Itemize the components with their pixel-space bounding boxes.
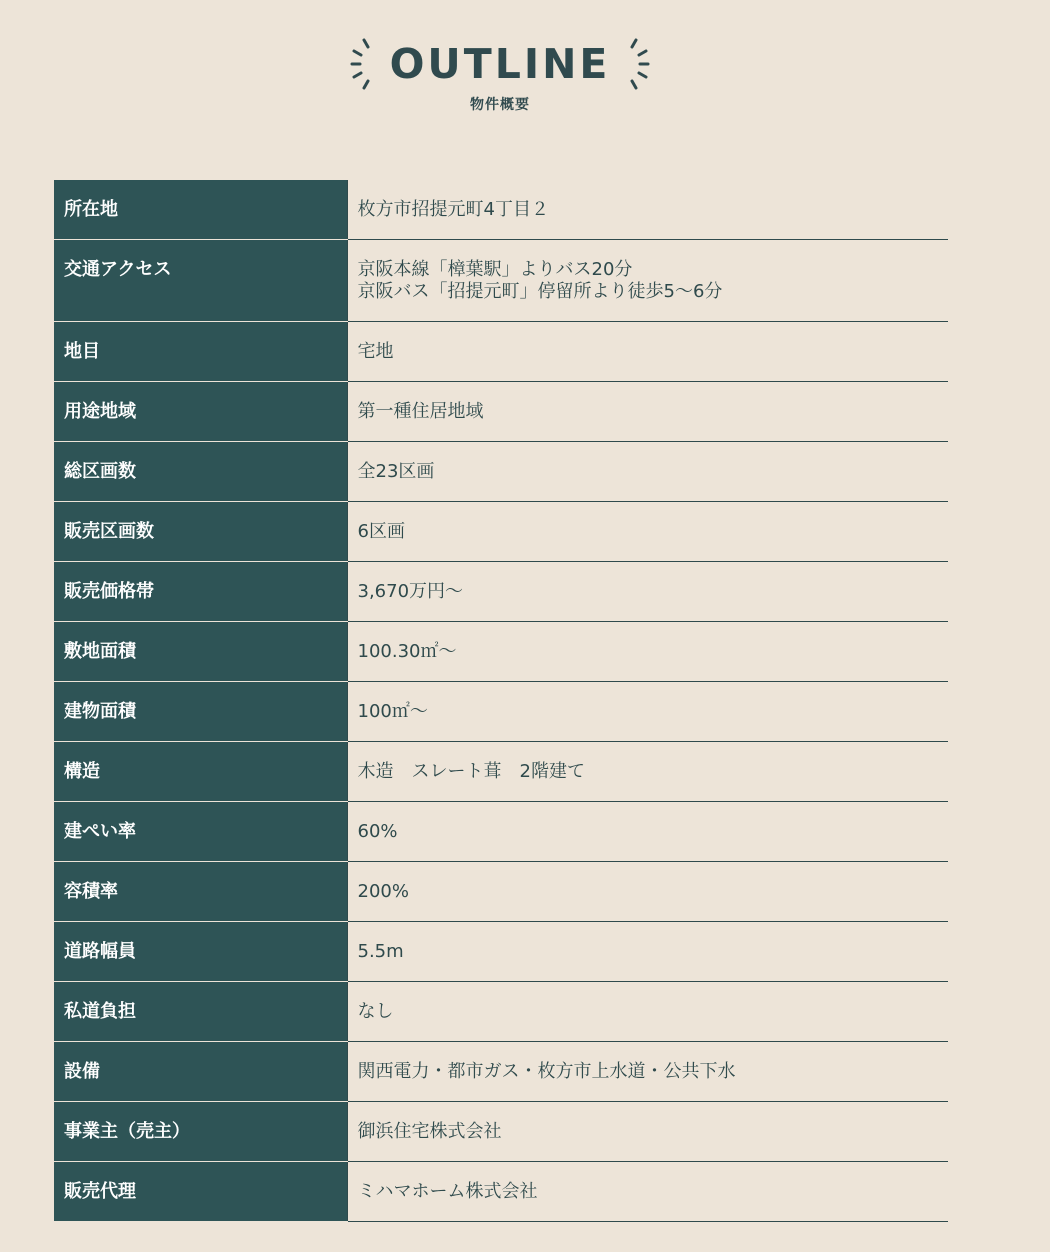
table-row [54,802,948,862]
property-outline-body [54,180,948,1222]
row-value-line: 御浜住宅株式会社 [357,1121,502,1142]
row-label: 総区画数 [54,442,347,502]
section-header [340,30,660,120]
row-label: 私道負担 [54,982,347,1042]
row-value-line: 100.30㎡〜 [357,641,457,662]
table-row [54,1162,948,1222]
table-row [54,502,948,562]
row-value-line: 60% [357,821,398,842]
table-row [54,240,948,322]
row-value [347,502,948,562]
row-label: 建ぺい率 [54,802,347,862]
table-row [54,622,948,682]
row-label: 構造 [54,742,347,802]
row-label: 設備 [54,1042,347,1102]
row-value [347,802,948,862]
row-value [347,622,948,682]
row-label: 敷地面積 [54,622,347,682]
section-subtitle: 物件概要 [470,97,530,113]
table-row [54,862,948,922]
row-value [347,240,948,322]
row-value [347,862,948,922]
table-row [54,982,948,1042]
row-value [347,982,948,1042]
row-value-line: 第一種住居地域 [357,401,484,422]
row-value-line: 6区画 [357,521,405,542]
row-value-line: なし [357,1001,394,1022]
row-value [347,180,948,240]
row-label: 事業主（売主） [54,1102,347,1162]
table-row [54,682,948,742]
row-label: 用途地域 [54,382,347,442]
row-label: 交通アクセス [54,240,347,322]
row-label: 所在地 [54,180,347,240]
row-label: 販売代理 [54,1162,347,1222]
table-row [54,562,948,622]
row-value [347,682,948,742]
row-value [347,1162,948,1222]
row-value-line: 木造 スレート葺 2階建て [357,761,585,782]
table-row [54,1102,948,1162]
row-value [347,442,948,502]
row-value-line: 枚方市招提元町4丁目２ [357,199,549,220]
row-label: 道路幅員 [54,922,347,982]
row-value-line: 200% [357,881,409,902]
row-label: 販売価格帯 [54,562,347,622]
table-row [54,180,948,240]
row-value [347,922,948,982]
row-value-line: 宅地 [357,341,394,362]
row-value [347,382,948,442]
row-value [347,1042,948,1102]
section-title: OUTLINE [389,40,611,88]
row-value-line: 全23区画 [357,461,435,482]
table-row [54,322,948,382]
row-value-line: 3,670万円〜 [357,581,464,602]
property-outline-table [54,180,948,1222]
table-row [54,742,948,802]
row-value [347,1102,948,1162]
row-label: 販売区画数 [54,502,347,562]
row-value-line: 5.5m [357,941,404,962]
row-label: 地目 [54,322,347,382]
row-value [347,742,948,802]
row-value-line: 京阪本線「樟葉駅」よりバス20分 [357,259,633,280]
row-value-line: 100㎡〜 [357,701,428,722]
row-value [347,562,948,622]
table-row [54,442,948,502]
row-value-line: ミハマホーム株式会社 [357,1181,538,1202]
table-row [54,382,948,442]
table-row [54,1042,948,1102]
row-label: 容積率 [54,862,347,922]
table-row [54,922,948,982]
row-value-line: 関西電力・都市ガス・枚方市上水道・公共下水 [357,1061,736,1082]
row-label: 建物面積 [54,682,347,742]
row-value-line: 京阪バス「招提元町」停留所より徒歩5〜6分 [357,281,723,302]
row-value [347,322,948,382]
